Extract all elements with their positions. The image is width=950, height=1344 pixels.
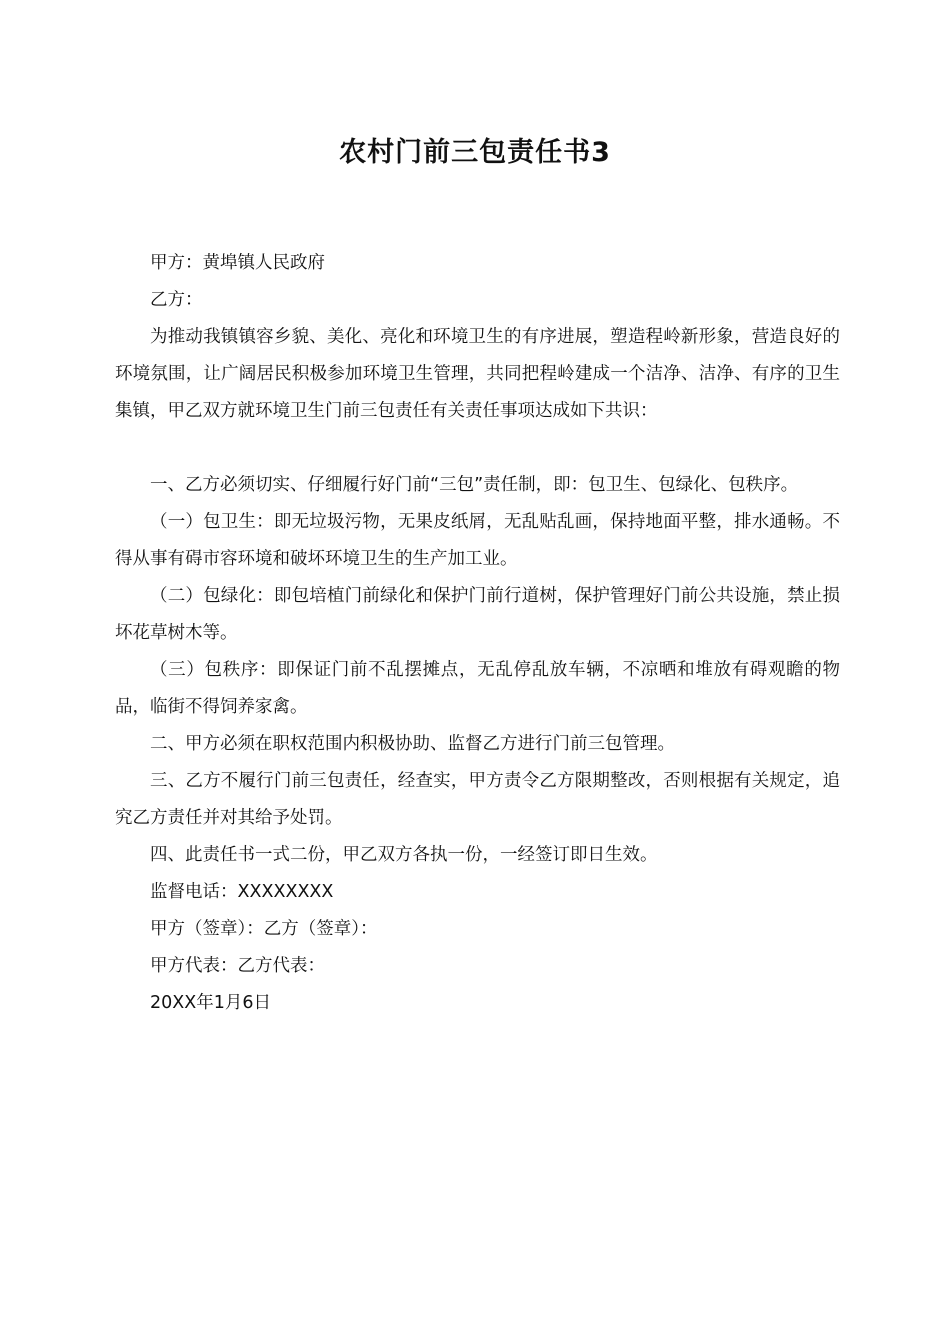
document-body xyxy=(115,245,840,1022)
party-a-line: 甲方：黄埠镇人民政府 xyxy=(150,253,325,273)
document-title: 农村门前三包责任书3 xyxy=(339,137,611,168)
clause-1-greening: （二）包绿化：即包培植门前绿化和保护门前行道树，保护管理好门前公共设施，禁止损坏花草树木等。 xyxy=(115,586,840,643)
hotline-line: 监督电话：XXXXXXXX xyxy=(150,882,334,902)
signature-line: 甲方（签章）：乙方（签章）： xyxy=(150,919,378,939)
clause-3: 三、乙方不履行门前三包责任，经查实，甲方责令乙方限期整改，否则根据有关规定，追究乙方责任并对其给予处罚。 xyxy=(115,771,840,828)
preamble-paragraph: 为推动我镇镇容乡貌、美化、亮化和环境卫生的有序进展，塑造程岭新形象，营造良好的环境氛围，让广阔居民积极参加环境卫生管理，共同把程岭建成一个洁净、洁净、有序的卫生集镇，甲乙双方就环境卫生门前三包责任有关责任事项达成如下共识： xyxy=(115,327,840,421)
clause-4: 四、此责任书一式二份，甲乙双方各执一份，一经签订即日生效。 xyxy=(150,845,658,865)
date-line: 20XX年1月6日 xyxy=(150,993,272,1013)
party-b-line: 乙方： xyxy=(150,290,203,310)
clause-1-order: （三）包秩序：即保证门前不乱摆摊点，无乱停乱放车辆，不凉晒和堆放有碍观瞻的物品，临街不得饲养家禽。 xyxy=(115,660,840,717)
clause-1-hygiene: （一）包卫生：即无垃圾污物，无果皮纸屑，无乱贴乱画，保持地面平整，排水通畅。不得从事有碍市容环境和破坏环境卫生的生产加工业。 xyxy=(115,512,840,569)
clause-1: 一、乙方必须切实、仔细履行好门前“三包”责任制，即：包卫生、包绿化、包秩序。 xyxy=(150,475,799,495)
clause-2: 二、甲方必须在职权范围内积极协助、监督乙方进行门前三包管理。 xyxy=(150,734,675,754)
representative-line: 甲方代表：乙方代表： xyxy=(150,956,325,976)
